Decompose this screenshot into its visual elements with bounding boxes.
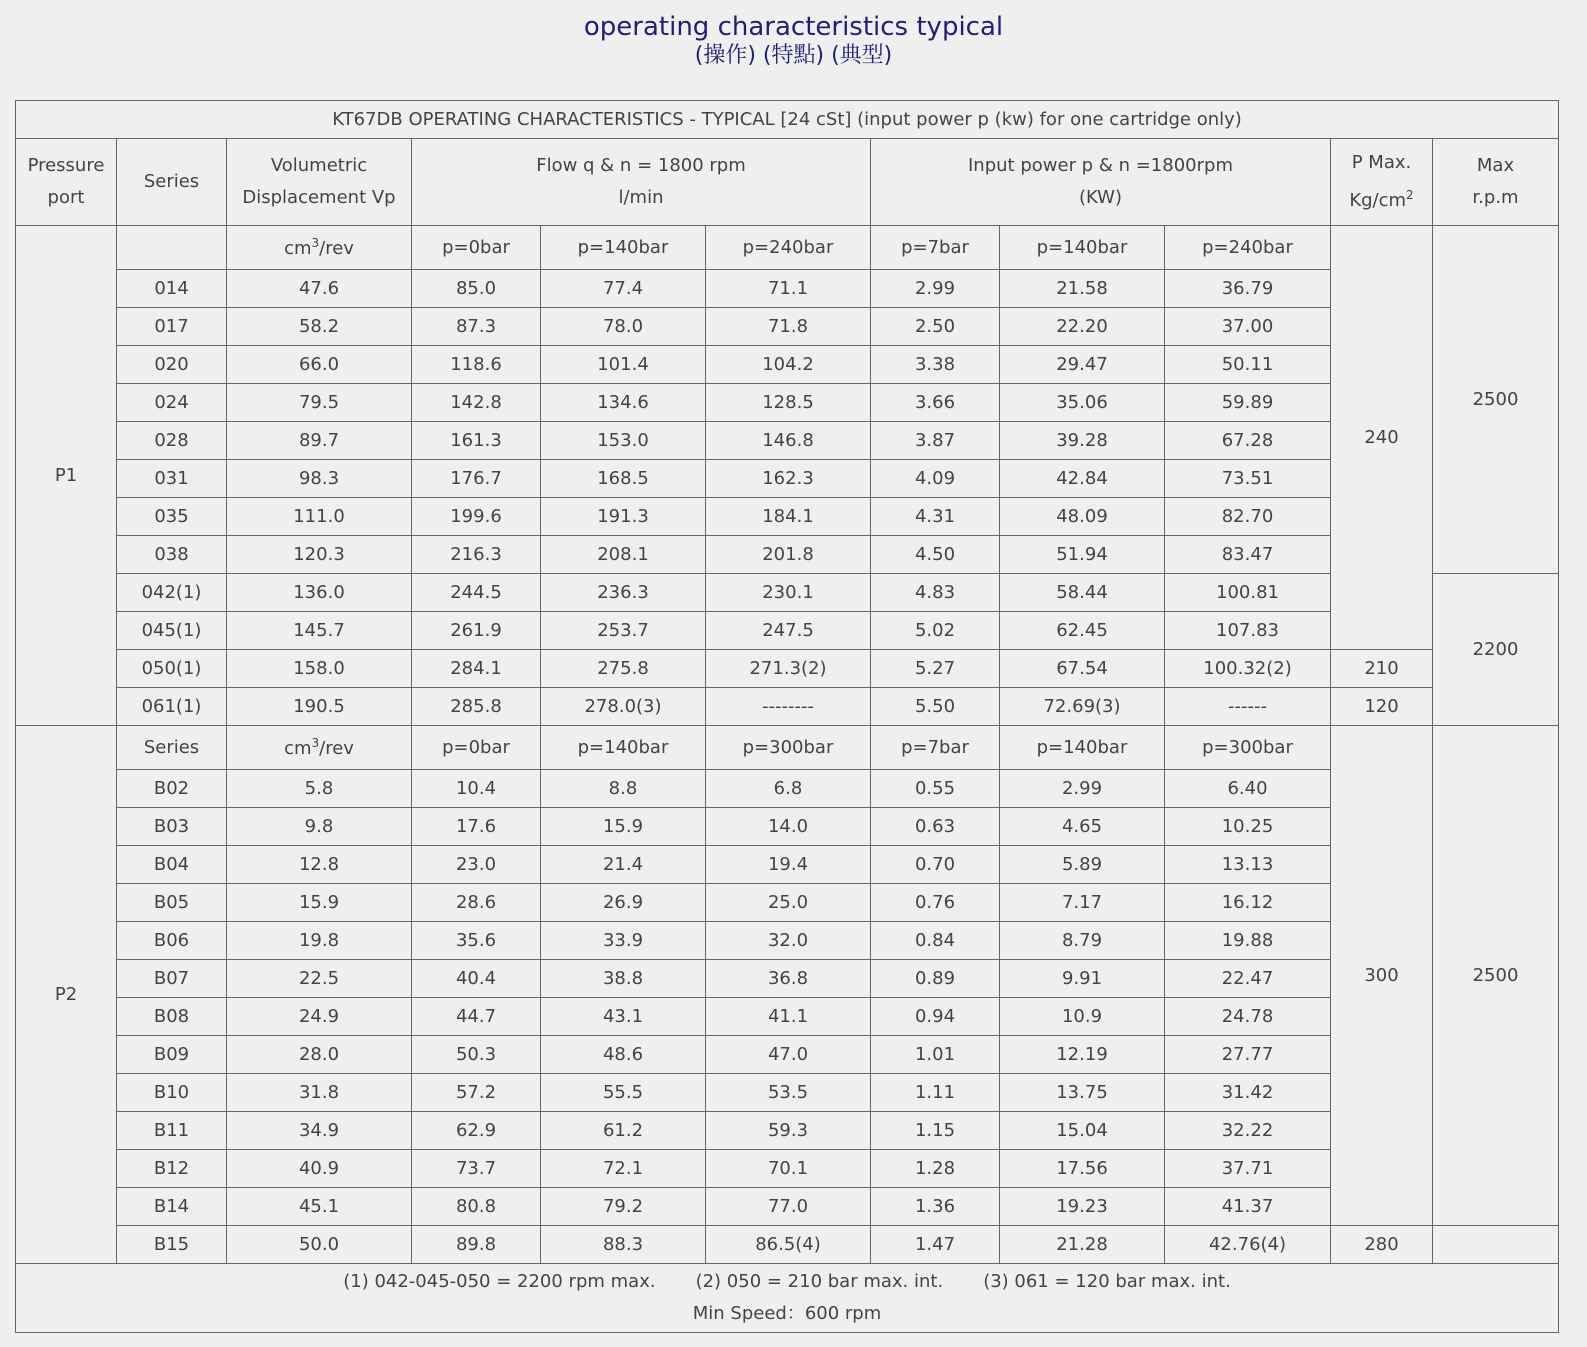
table-cell: 53.5	[706, 1074, 871, 1112]
table-row	[16, 422, 1559, 460]
table-row	[16, 536, 1559, 574]
table-header-row	[16, 139, 1559, 226]
table-cell: 146.8	[706, 422, 871, 460]
p2-subheader-row	[16, 726, 1559, 770]
table-cell: 9.91	[1000, 960, 1165, 998]
table-cell: 0.89	[871, 960, 1000, 998]
table-cell: 061(1)	[117, 688, 227, 726]
table-cell: 15.9	[541, 808, 706, 846]
table-cell: 5.50	[871, 688, 1000, 726]
table-cell: 62.45	[1000, 612, 1165, 650]
p-max-cell: 210	[1331, 650, 1433, 688]
subheader-series: Series	[117, 726, 227, 770]
page-heading	[0, 0, 1587, 88]
table-cell: 35.06	[1000, 384, 1165, 422]
table-cell: 4.50	[871, 536, 1000, 574]
table-cell: 142.8	[412, 384, 541, 422]
table-cell: B10	[117, 1074, 227, 1112]
table-cell: 278.0(3)	[541, 688, 706, 726]
table-cell: 57.2	[412, 1074, 541, 1112]
table-cell: 24.78	[1165, 998, 1331, 1036]
table-cell: B02	[117, 770, 227, 808]
table-row	[16, 808, 1559, 846]
table-row	[16, 998, 1559, 1036]
footnote-row	[16, 1264, 1559, 1333]
table-cell: 50.0	[227, 1226, 412, 1264]
subheader-flow-0: p=0bar	[412, 726, 541, 770]
table-cell: B08	[117, 998, 227, 1036]
table-cell: 216.3	[412, 536, 541, 574]
table-cell: 145.7	[227, 612, 412, 650]
table-cell: 4.65	[1000, 808, 1165, 846]
table-cell: 0.84	[871, 922, 1000, 960]
table-cell: 201.8	[706, 536, 871, 574]
unit-exponent: 3	[311, 236, 320, 250]
header-pressure-port: Pressure port	[16, 139, 117, 226]
table-cell: 8.8	[541, 770, 706, 808]
table-cell: 244.5	[412, 574, 541, 612]
table-cell: 3.66	[871, 384, 1000, 422]
table-cell: 275.8	[541, 650, 706, 688]
table-cell: 37.71	[1165, 1150, 1331, 1188]
table-cell: B06	[117, 922, 227, 960]
table-cell: 14.0	[706, 808, 871, 846]
max-rpm-cell: 2500	[1433, 226, 1559, 574]
table-cell: 161.3	[412, 422, 541, 460]
header-p-max: P Max. $Kg/cm^2$	[1331, 139, 1433, 226]
table-cell: 62.9	[412, 1112, 541, 1150]
pressure-port-p1: P1	[16, 226, 117, 726]
table-cell: 41.37	[1165, 1188, 1331, 1226]
subheader-flow-0: p=0bar	[412, 226, 541, 270]
table-row	[16, 346, 1559, 384]
footnote-line	[16, 1266, 1558, 1298]
table-cell: 25.0	[706, 884, 871, 922]
table-row	[16, 612, 1559, 650]
table-cell: 100.81	[1165, 574, 1331, 612]
table-cell: 33.9	[541, 922, 706, 960]
table-cell: 79.2	[541, 1188, 706, 1226]
table-cell: 042(1)	[117, 574, 227, 612]
table-cell: 47.0	[706, 1036, 871, 1074]
table-cell: 1.36	[871, 1188, 1000, 1226]
table-cell: 1.47	[871, 1226, 1000, 1264]
table-cell: 67.54	[1000, 650, 1165, 688]
table-cell: 88.3	[541, 1226, 706, 1264]
min-speed-note: Min Speed：600 rpm	[692, 1303, 882, 1324]
p-max-cell: 280	[1331, 1226, 1433, 1264]
table-row	[16, 688, 1559, 726]
subheader-flow-2: p=240bar	[706, 226, 871, 270]
table-cell: 10.4	[412, 770, 541, 808]
unit-tail: /rev	[319, 238, 354, 259]
unit-cell	[227, 726, 412, 770]
subheader-power-1: p=140bar	[1000, 726, 1165, 770]
table-cell: 41.1	[706, 998, 871, 1036]
page-subtitle: (操作) (特點) (典型)	[694, 43, 893, 68]
footnote-note1: (1) 042-045-050 = 2200 rpm max.	[343, 1271, 656, 1292]
table-cell: 21.58	[1000, 270, 1165, 308]
table-cell: 42.84	[1000, 460, 1165, 498]
table-cell: 71.1	[706, 270, 871, 308]
table-cell: 136.0	[227, 574, 412, 612]
footnotes	[16, 1264, 1559, 1333]
table-cell: 162.3	[706, 460, 871, 498]
table-cell: 77.4	[541, 270, 706, 308]
table-cell: 48.6	[541, 1036, 706, 1074]
unit-tail: /rev	[319, 738, 354, 759]
table-cell: 22.20	[1000, 308, 1165, 346]
table-cell: 80.8	[412, 1188, 541, 1226]
table-cell: 2.50	[871, 308, 1000, 346]
table-row	[16, 270, 1559, 308]
table-cell: 118.6	[412, 346, 541, 384]
table-cell: 59.89	[1165, 384, 1331, 422]
table-cell: 253.7	[541, 612, 706, 650]
table-cell: 31.8	[227, 1074, 412, 1112]
table-row	[16, 650, 1559, 688]
table-row	[16, 498, 1559, 536]
table-cell: 55.5	[541, 1074, 706, 1112]
table-cell: 58.44	[1000, 574, 1165, 612]
table-cell: 12.19	[1000, 1036, 1165, 1074]
table-cell: 13.13	[1165, 846, 1331, 884]
unit-base: cm	[284, 738, 312, 759]
table-cell: 34.9	[227, 1112, 412, 1150]
table-cell: 050(1)	[117, 650, 227, 688]
table-row	[16, 308, 1559, 346]
table-cell: 36.79	[1165, 270, 1331, 308]
subheader-power-0: p=7bar	[871, 226, 1000, 270]
table-cell: 230.1	[706, 574, 871, 612]
table-cell: 27.77	[1165, 1036, 1331, 1074]
table-cell: 184.1	[706, 498, 871, 536]
table-cell: 134.6	[541, 384, 706, 422]
table-cell: 85.0	[412, 270, 541, 308]
table-cell: 73.51	[1165, 460, 1331, 498]
table-cell: 6.8	[706, 770, 871, 808]
table-cell: 70.1	[706, 1150, 871, 1188]
table-cell: 71.8	[706, 308, 871, 346]
unit-cell	[227, 226, 412, 270]
table-cell: 28.6	[412, 884, 541, 922]
table-row	[16, 884, 1559, 922]
table-cell: 158.0	[227, 650, 412, 688]
characteristics-table	[15, 100, 1559, 1333]
table-cell: 42.76(4)	[1165, 1226, 1331, 1264]
table-cell: 19.23	[1000, 1188, 1165, 1226]
table-cell: 22.5	[227, 960, 412, 998]
table-cell: 024	[117, 384, 227, 422]
table-cell: 045(1)	[117, 612, 227, 650]
table-cell: B09	[117, 1036, 227, 1074]
table-cell: 4.83	[871, 574, 1000, 612]
table-cell: 89.8	[412, 1226, 541, 1264]
table-cell: 0.94	[871, 998, 1000, 1036]
subheader-power-2: p=240bar	[1165, 226, 1331, 270]
table-cell: 285.8	[412, 688, 541, 726]
table-cell: 98.3	[227, 460, 412, 498]
table-row	[16, 1150, 1559, 1188]
footnote-note3: (3) 061 = 120 bar max. int.	[983, 1271, 1231, 1292]
table-cell: 89.7	[227, 422, 412, 460]
table-cell: 51.94	[1000, 536, 1165, 574]
table-row	[16, 574, 1559, 612]
table-cell: 13.75	[1000, 1074, 1165, 1112]
table-cell: B04	[117, 846, 227, 884]
table-cell: 58.2	[227, 308, 412, 346]
table-cell: 87.3	[412, 308, 541, 346]
table-row	[16, 384, 1559, 422]
subheader-power-2: p=300bar	[1165, 726, 1331, 770]
table-cell: 100.32(2)	[1165, 650, 1331, 688]
table-cell: 0.70	[871, 846, 1000, 884]
table-cell: 35.6	[412, 922, 541, 960]
table-cell: 19.8	[227, 922, 412, 960]
header-max-rpm: Max r.p.m	[1433, 139, 1559, 226]
table-cell: 82.70	[1165, 498, 1331, 536]
table-row	[16, 1226, 1559, 1264]
max-rpm-cell	[1433, 1226, 1559, 1264]
table-cell: 50.11	[1165, 346, 1331, 384]
header-volumetric: Volumetric Displacement Vp	[227, 139, 412, 226]
table-cell: 0.76	[871, 884, 1000, 922]
table-cell: 2.99	[871, 270, 1000, 308]
table-cell: 031	[117, 460, 227, 498]
table-cell: 1.01	[871, 1036, 1000, 1074]
table-cell: 236.3	[541, 574, 706, 612]
table-cell: 48.09	[1000, 498, 1165, 536]
table-cell: 190.5	[227, 688, 412, 726]
table-cell: 22.47	[1165, 960, 1331, 998]
table-cell: 77.0	[706, 1188, 871, 1226]
header-series: Series	[117, 139, 227, 226]
table-cell: 3.87	[871, 422, 1000, 460]
table-cell: B14	[117, 1188, 227, 1226]
page-title: operating characteristics typical	[583, 12, 1004, 42]
table-cell: 038	[117, 536, 227, 574]
table-cell: 66.0	[227, 346, 412, 384]
table-cell: 21.28	[1000, 1226, 1165, 1264]
table-cell: 017	[117, 308, 227, 346]
table-cell: 47.6	[227, 270, 412, 308]
table-cell: 73.7	[412, 1150, 541, 1188]
table-cell: 17.6	[412, 808, 541, 846]
table-row	[16, 460, 1559, 498]
table-cell: 44.7	[412, 998, 541, 1036]
table-cell: 86.5(4)	[706, 1226, 871, 1264]
subheader-flow-2: p=300bar	[706, 726, 871, 770]
table-cell: B03	[117, 808, 227, 846]
table-cell: 1.11	[871, 1074, 1000, 1112]
subheader-series	[117, 226, 227, 270]
table-row	[16, 922, 1559, 960]
table-cell: 19.88	[1165, 922, 1331, 960]
table-cell: 4.09	[871, 460, 1000, 498]
table-cell: 035	[117, 498, 227, 536]
table-row	[16, 1112, 1559, 1150]
table-cell: 028	[117, 422, 227, 460]
table-cell: 12.8	[227, 846, 412, 884]
table-cell: 153.0	[541, 422, 706, 460]
table-row	[16, 1188, 1559, 1226]
table-cell: B05	[117, 884, 227, 922]
table-cell: 72.69(3)	[1000, 688, 1165, 726]
table-cell: 24.9	[227, 998, 412, 1036]
table-row	[16, 1074, 1559, 1112]
table-cell: 28.0	[227, 1036, 412, 1074]
table-cell: 0.63	[871, 808, 1000, 846]
table-cell: 7.17	[1000, 884, 1165, 922]
table-cell: 176.7	[412, 460, 541, 498]
table-row	[16, 1036, 1559, 1074]
pressure-port-p2: P2	[16, 726, 117, 1264]
table-cell: 261.9	[412, 612, 541, 650]
table-cell: 208.1	[541, 536, 706, 574]
table-cell: 43.1	[541, 998, 706, 1036]
p1-subheader-row	[16, 226, 1559, 270]
table-cell: B11	[117, 1112, 227, 1150]
table-cell: 36.8	[706, 960, 871, 998]
table-cell: 107.83	[1165, 612, 1331, 650]
table-row	[16, 770, 1559, 808]
table-cell: 31.42	[1165, 1074, 1331, 1112]
table-cell: 5.89	[1000, 846, 1165, 884]
p-max-cell: 300	[1331, 726, 1433, 1226]
subheader-flow-1: p=140bar	[541, 226, 706, 270]
table-cell: 271.3(2)	[706, 650, 871, 688]
table-cell: 9.8	[227, 808, 412, 846]
table-cell: ------	[1165, 688, 1331, 726]
table-cell: 1.28	[871, 1150, 1000, 1188]
table-cell: 32.22	[1165, 1112, 1331, 1150]
table-cell: 29.47	[1000, 346, 1165, 384]
table-cell: 16.12	[1165, 884, 1331, 922]
table-cell: 020	[117, 346, 227, 384]
table-cell: 104.2	[706, 346, 871, 384]
table-cell: 4.31	[871, 498, 1000, 536]
table-cell: 83.47	[1165, 536, 1331, 574]
table-cell: 45.1	[227, 1188, 412, 1226]
table-cell: 014	[117, 270, 227, 308]
table-cell: 8.79	[1000, 922, 1165, 960]
table-cell: 19.4	[706, 846, 871, 884]
max-rpm-cell: 2200	[1433, 574, 1559, 726]
subheader-power-1: p=140bar	[1000, 226, 1165, 270]
table-cell: 23.0	[412, 846, 541, 884]
table-cell: 50.3	[412, 1036, 541, 1074]
table-cell: 59.3	[706, 1112, 871, 1150]
table-row	[16, 960, 1559, 998]
table-cell: 2.99	[1000, 770, 1165, 808]
table-cell: B07	[117, 960, 227, 998]
table-cell: 15.04	[1000, 1112, 1165, 1150]
table-cell: 26.9	[541, 884, 706, 922]
footnote-note2: (2) 050 = 210 bar max. int.	[695, 1271, 944, 1292]
table-cell: 32.0	[706, 922, 871, 960]
table-cell: 120.3	[227, 536, 412, 574]
table-cell: 128.5	[706, 384, 871, 422]
table-cell: 5.27	[871, 650, 1000, 688]
header-flow: Flow q & n = 1800 rpm l/min	[412, 139, 871, 226]
table-cell: 3.38	[871, 346, 1000, 384]
table-cell: 1.15	[871, 1112, 1000, 1150]
table-cell: 0.55	[871, 770, 1000, 808]
table-cell: 247.5	[706, 612, 871, 650]
header-input-power: Input power p & n =1800rpm (KW)	[871, 139, 1331, 226]
table-cell: 6.40	[1165, 770, 1331, 808]
max-rpm-cell: 2500	[1433, 726, 1559, 1226]
table-cell: 40.4	[412, 960, 541, 998]
table-cell: 17.56	[1000, 1150, 1165, 1188]
table-cell: 111.0	[227, 498, 412, 536]
table-cell: 199.6	[412, 498, 541, 536]
table-cell: 15.9	[227, 884, 412, 922]
table-cell: 21.4	[541, 846, 706, 884]
table-cell: 5.02	[871, 612, 1000, 650]
table-cell: 10.25	[1165, 808, 1331, 846]
table-cell: 79.5	[227, 384, 412, 422]
table-cell: B15	[117, 1226, 227, 1264]
table-cell: 37.00	[1165, 308, 1331, 346]
table-caption-row	[16, 101, 1559, 139]
subheader-flow-1: p=140bar	[541, 726, 706, 770]
subheader-power-0: p=7bar	[871, 726, 1000, 770]
table-cell: 10.9	[1000, 998, 1165, 1036]
table-cell: 72.1	[541, 1150, 706, 1188]
unit-base: cm	[284, 238, 312, 259]
table-cell: --------	[706, 688, 871, 726]
table-row	[16, 846, 1559, 884]
table-cell: 101.4	[541, 346, 706, 384]
table-cell: 168.5	[541, 460, 706, 498]
table-cell: 61.2	[541, 1112, 706, 1150]
table-cell: 5.8	[227, 770, 412, 808]
table-caption: KT67DB OPERATING CHARACTERISTICS - TYPICAL [24 cSt] (input power p (kw) for one cartridge only)	[16, 101, 1559, 139]
table-cell: 38.8	[541, 960, 706, 998]
table-cell: 40.9	[227, 1150, 412, 1188]
table-cell: 78.0	[541, 308, 706, 346]
table-cell: 67.28	[1165, 422, 1331, 460]
table-cell: B12	[117, 1150, 227, 1188]
table-cell: 191.3	[541, 498, 706, 536]
table-cell: 39.28	[1000, 422, 1165, 460]
table-cell: 284.1	[412, 650, 541, 688]
p-max-cell: 120	[1331, 688, 1433, 726]
unit-exponent: 3	[311, 736, 320, 750]
p-max-cell: 240	[1331, 226, 1433, 650]
